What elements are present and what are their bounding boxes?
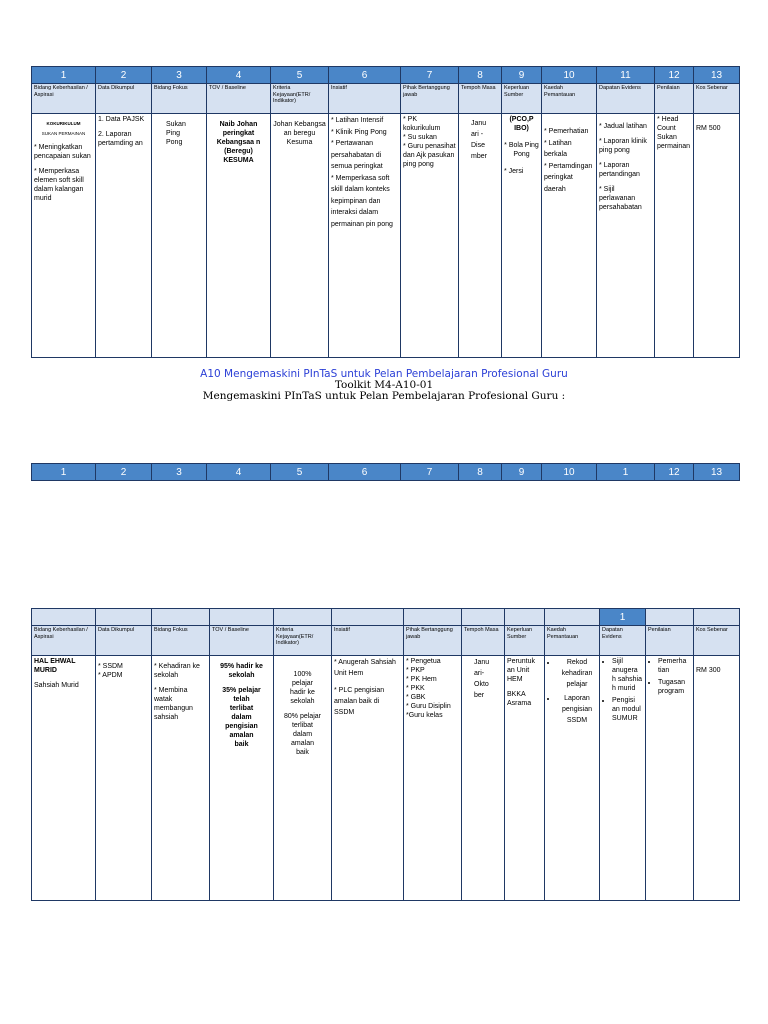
col-num: 12 [655,67,694,84]
column-number-bar [31,463,740,481]
fokus-text: Sukan Ping Pong [166,121,186,146]
column-number-row [32,67,740,84]
blank-header-row [32,609,740,626]
col-num: 9 [502,67,542,84]
aspirasi-item: * Memperkasa elemen soft skill dalam kalangan murid [34,168,84,202]
table-row [32,114,740,358]
col-num: 8 [459,464,502,481]
tov-item: 35% pelajar telah terlibat dalam pengisian amalan baik [222,687,261,748]
cell-penilaian [646,656,694,901]
cell-bidang [32,114,96,358]
col-num: 4 [207,67,271,84]
header-cell: Keperluan Sumber [505,626,545,656]
data-item: 2. Laporan pertamding an [98,131,143,147]
data-item: 1. Data PAJSK [98,116,145,123]
header-cell: Kos Sebenar [694,626,740,656]
col-num: 12 [655,464,694,481]
pihak-text: * PK kokurikulum * Su sukan * Guru penasihat dan Ajk pasukan ping pong [403,116,456,168]
insiatif-item: * PLC pengisian amalan baik di SSDM [334,687,385,716]
fokus-item: * Membina watak membangun sahsiah [154,687,193,721]
header-cell: Bidang Fokus [152,84,207,114]
column-number-row [32,464,740,481]
bidang-sub: Sahsiah Murid [34,682,79,689]
table-row [32,656,740,901]
evidens-item: * Sijil perlawanan persahabatan [599,186,642,211]
caption-subtitle: Mengemaskini PInTaS untuk Pelan Pembelajaran Profesional Guru : [202,390,566,402]
cell-fokus [152,656,210,901]
kos-text: RM 300 [696,667,721,674]
penilaian-item: • Tugasan program [658,678,691,696]
cell-pihak [404,656,462,901]
cell-insiatif [332,656,404,901]
cell-tempoh [462,656,505,901]
insiatif-text: * Latihan Intensif * Klinik Ping Pong * Pertawanan persahabatan di semua peringkat * Memperkasa soft skill dalam konteks kepimpinan dan interaksi dalam permainan pin pong [331,117,393,228]
cell-data [96,656,152,901]
col-num: 7 [401,67,459,84]
col-num: 1 [32,67,96,84]
penilaian-text: * Head Count Sukan permainan [657,116,691,150]
pemantauan-item: • Rekod kehadiran pelajar [557,657,597,690]
header-cell: TOV / Baseline [207,84,271,114]
header-cell: Insiatif [329,84,401,114]
kriteria-item: 100% pelajar hadir ke sekolah [290,671,315,705]
header-cell: Tempoh Masa [459,84,502,114]
cell-kriteria [271,114,329,358]
header-cell: TOV / Baseline [210,626,274,656]
header-cell: Bidang Keberhasilan / Aspirasi [32,626,96,656]
header-cell: Kriteria Kejayaan(ETR/ Indikator) [274,626,332,656]
header-cell: Insiatif [332,626,404,656]
fokus-item: * Kehadiran ke sekolah [154,663,200,679]
cell-pemantauan [542,114,597,358]
col-num: 13 [694,67,740,84]
col-num: 13 [694,464,740,481]
col-num: 4 [207,464,271,481]
bidang-title: HAL EHWAL MURID [34,658,76,674]
cell-kos [694,114,740,358]
col-num: 2 [96,67,152,84]
header-cell: Kos Sebenar [694,84,740,114]
sumber-item: (PCO,P IBO) [509,116,534,132]
insiatif-item: * Anugerah Sahsiah Unit Hem [334,659,396,677]
col-num: 11 [597,67,655,84]
cell-pemantauan [545,656,600,901]
col-num: 3 [152,464,207,481]
col-num: 1 [600,609,646,626]
header-row [32,84,740,114]
kos-text: RM 500 [696,125,721,132]
col-num: 1 [597,464,655,481]
cell-kos [694,656,740,901]
caption-title: A10 Mengemaskini PInTaS untuk Pelan Pembelajaran Profesional Guru [200,368,568,380]
col-num: 3 [152,67,207,84]
cell-tov [207,114,271,358]
kriteria-text: Johan Kebangsa an beregu Kesuma [273,121,326,146]
cell-evidens [600,656,646,901]
col-num: 6 [329,67,401,84]
tempoh-text: Janu ari - Dise mber [471,120,487,160]
col-num: 1 [32,464,96,481]
cell-bidang [32,656,96,901]
col-num: 8 [459,67,502,84]
col-num: 2 [96,464,152,481]
header-cell: Kaedah Pemantauan [545,626,600,656]
cell-kriteria [274,656,332,901]
pemantauan-item: • Laporan pengisian SSDM [557,693,597,726]
bidang-sub: SUKAN PERMAINAN [41,131,86,136]
header-cell: Kaedah Pemantauan [542,84,597,114]
bidang-title: KOKURIKULUM [46,121,81,126]
cell-fokus [152,114,207,358]
col-num: 5 [271,464,329,481]
cell-insiatif [329,114,401,358]
sumber-item: BKKA Asrama [507,691,532,707]
header-cell: Kriteria Kejayaan(ETR/ Indikator) [271,84,329,114]
kriteria-item: 80% pelajar terlibat dalam amalan baik [284,713,321,756]
cell-evidens [597,114,655,358]
document-caption [0,369,768,402]
cell-penilaian [655,114,694,358]
header-cell: Penilaian [646,626,694,656]
cell-sumber [505,656,545,901]
header-cell: Data Dikumpul [96,626,152,656]
penilaian-item: • Pemerha tian [658,657,691,675]
evidens-item: * Jadual latihan [599,123,647,130]
caption-toolkit: Toolkit M4-A10-01 [334,379,434,391]
evidens-item: * Laporan klinik ping pong [599,138,647,154]
col-num: 7 [401,464,459,481]
data-text: * SSDM * APDM [98,663,123,679]
evidens-item: • Pengisi an modul SUMUR [612,696,643,723]
col-num: 6 [329,464,401,481]
col-num: 10 [542,464,597,481]
tempoh-text: Janu ari- Okto ber [474,659,490,699]
header-cell: Pihak Bertanggung jawab [401,84,459,114]
cell-tempoh [459,114,502,358]
sumber-item: * Bola Ping Pong [504,142,539,158]
col-num: 10 [542,67,597,84]
pintas-table-hem [31,608,740,901]
pemantauan-item: * Pemerhatian [544,128,589,135]
header-row [32,626,740,656]
aspirasi-item: * Meningkatkan pencapaian sukan [34,144,91,160]
col-num: 5 [271,67,329,84]
header-cell: Data Dikumpul [96,84,152,114]
cell-pihak [401,114,459,358]
header-cell: Pihak Bertanggung jawab [404,626,462,656]
tov-text: Naib Johan peringkat Kebangsaa n (Beregu) KESUMA [216,121,261,164]
cell-tov [210,656,274,901]
evidens-item: • Sijil anugera h sahshia h murid [612,657,643,693]
pemantauan-item: * Pertamdingan peringkat daerah [544,162,593,193]
sumber-item: * Jersi [504,168,524,175]
cell-sumber [502,114,542,358]
sumber-item: Peruntuk an Unit HEM [507,658,536,683]
header-cell: Keperluan Sumber [502,84,542,114]
col-num: 9 [502,464,542,481]
evidens-item: * Laporan pertandingan [599,162,640,178]
header-cell: Bidang Fokus [152,626,210,656]
header-cell: Penilaian [655,84,694,114]
header-cell: Tempoh Masa [462,626,505,656]
pintas-table-kokurikulum [31,66,740,358]
pihak-text: * Pengetua * PKP * PK Hem * PKK * GBK * Guru Disiplin *Guru kelas [406,658,451,719]
header-cell: Bidang Keberhasilan / Aspirasi [32,84,96,114]
header-cell: Dapatan Evidens [597,84,655,114]
pemantauan-item: * Latihan berkala [544,139,572,158]
tov-item: 95% hadir ke sekolah [220,663,263,679]
header-cell: Dapatan Evidens [600,626,646,656]
cell-data [96,114,152,358]
